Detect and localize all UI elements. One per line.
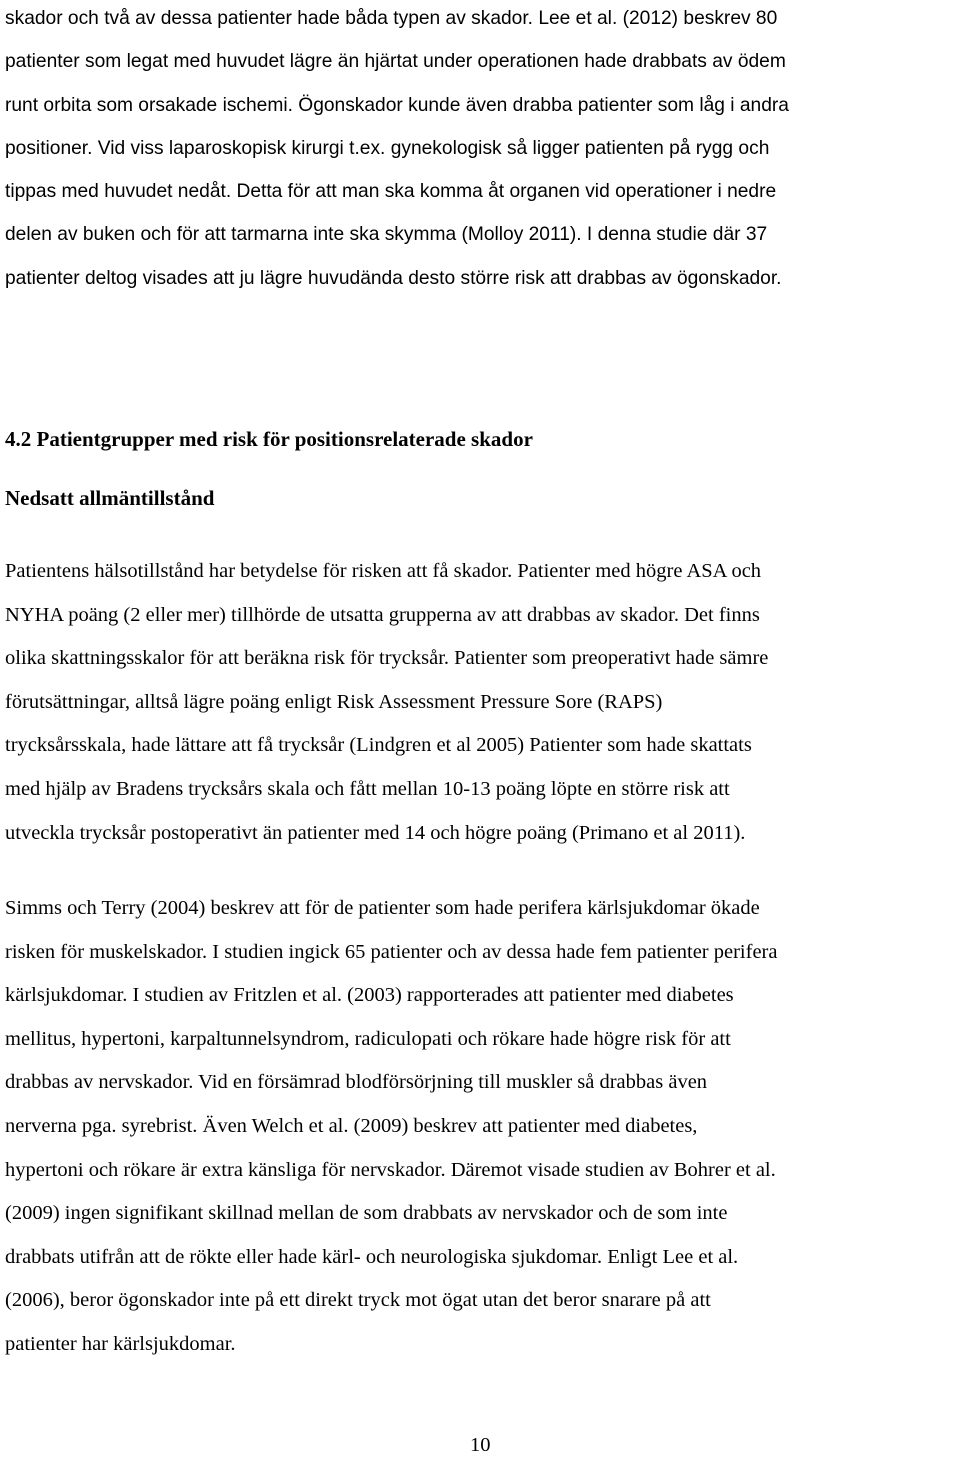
paragraph-line: patienter som legat med huvudet lägre än hjärtat under operationen hade drabbats av ödem <box>5 51 786 73</box>
paragraph-line: (2009) ingen signifikant skillnad mellan de som drabbats av nervskador och de som inte <box>5 1202 728 1225</box>
paragraph-line: drabbas av nervskador. Vid en försämrad blodförsörjning till muskler så drabbas även <box>5 1071 708 1094</box>
document-page <box>5 0 958 1454</box>
paragraph-line: med hjälp av Bradens trycksårs skala och fått mellan 10-13 poäng löpte en större risk att <box>5 777 730 800</box>
paragraph-line: patienter deltog visades att ju lägre huvudända desto större risk att drabbas av ögonskador. <box>5 267 782 289</box>
intro-paragraph <box>5 0 789 300</box>
paragraph-line: drabbats utifrån att de rökte eller hade kärl- och neurologiska sjukdomar. Enligt Lee et al. <box>5 1245 739 1268</box>
paragraph-line: skador och två av dessa patienter hade båda typen av skador. Lee et al. (2012) beskrev 80 <box>5 8 778 29</box>
paragraph-line: förutsättningar, alltså lägre poäng enligt Risk Assessment Pressure Sore (RAPS) <box>5 690 663 713</box>
paragraph-line: trycksårsskala, hade lättare att få trycksår (Lindgren et al 2005) Patienter som hade skattats <box>5 734 752 757</box>
paragraph-line: Patientens hälsotillstånd har betydelse för risken att få skador. Patienter med högre ASA och <box>5 560 762 582</box>
paragraph-line: runt orbita som orsakade ischemi. Ögonskador kunde även drabba patienter som låg i andra <box>5 94 789 116</box>
paragraph-line: hypertoni och rökare är extra känsliga för nervskador. Däremot visade studien av Bohrer et al. <box>5 1158 776 1181</box>
paragraph-line: risken för muskelskador. I studien ingick 65 patienter och av dessa hade fem patienter perifera <box>5 940 778 963</box>
subsection-heading: Nedsatt allmäntillstånd <box>5 486 215 510</box>
paragraph-health-status <box>5 550 768 855</box>
paragraph-line: nerverna pga. syrebrist. Även Welch et al. (2009) beskrev att patienter med diabetes, <box>5 1114 698 1137</box>
paragraph-line: tippas med huvudet nedåt. Detta för att man ska komma åt organen vid operationer i nedre <box>5 181 777 203</box>
paragraph-line: kärlsjukdomar. I studien av Fritzlen et al. (2003) rapporterades att patienter med diabetes <box>5 984 734 1007</box>
paragraph-line: Simms och Terry (2004) beskrev att för de patienter som hade perifera kärlsjukdomar ökade <box>5 897 760 919</box>
paragraph-line: delen av buken och för att tarmarna inte ska skymma (Molloy 2011). I denna studie där 37 <box>5 224 768 246</box>
paragraph-line: patienter har kärlsjukdomar. <box>5 1332 236 1355</box>
paragraph-line: mellitus, hypertoni, karpaltunnelsyndrom, radiculopati och rökare hade högre risk för att <box>5 1027 731 1050</box>
paragraph-vascular-disease <box>5 887 777 1367</box>
page-number: 10 <box>470 1434 491 1456</box>
paragraph-line: NYHA poäng (2 eller mer) tillhörde de utsatta grupperna av att drabbas av skador. Det finns <box>5 603 760 626</box>
paragraph-line: olika skattningsskalor för att beräkna risk för trycksår. Patienter som preoperativt hade sämre <box>5 647 769 670</box>
paragraph-line: utveckla trycksår postoperativt än patienter med 14 och högre poäng (Primano et al 2011). <box>5 821 746 844</box>
paragraph-line: (2006), beror ögonskador inte på ett direkt tryck mot ögat utan det beror snarare på att <box>5 1289 711 1312</box>
paragraph-line: positioner. Vid viss laparoskopisk kirurgi t.ex. gynekologisk så ligger patienten på rygg och <box>5 137 770 159</box>
section-heading: 4.2 Patientgrupper med risk för positionsrelaterade skador <box>5 427 533 451</box>
